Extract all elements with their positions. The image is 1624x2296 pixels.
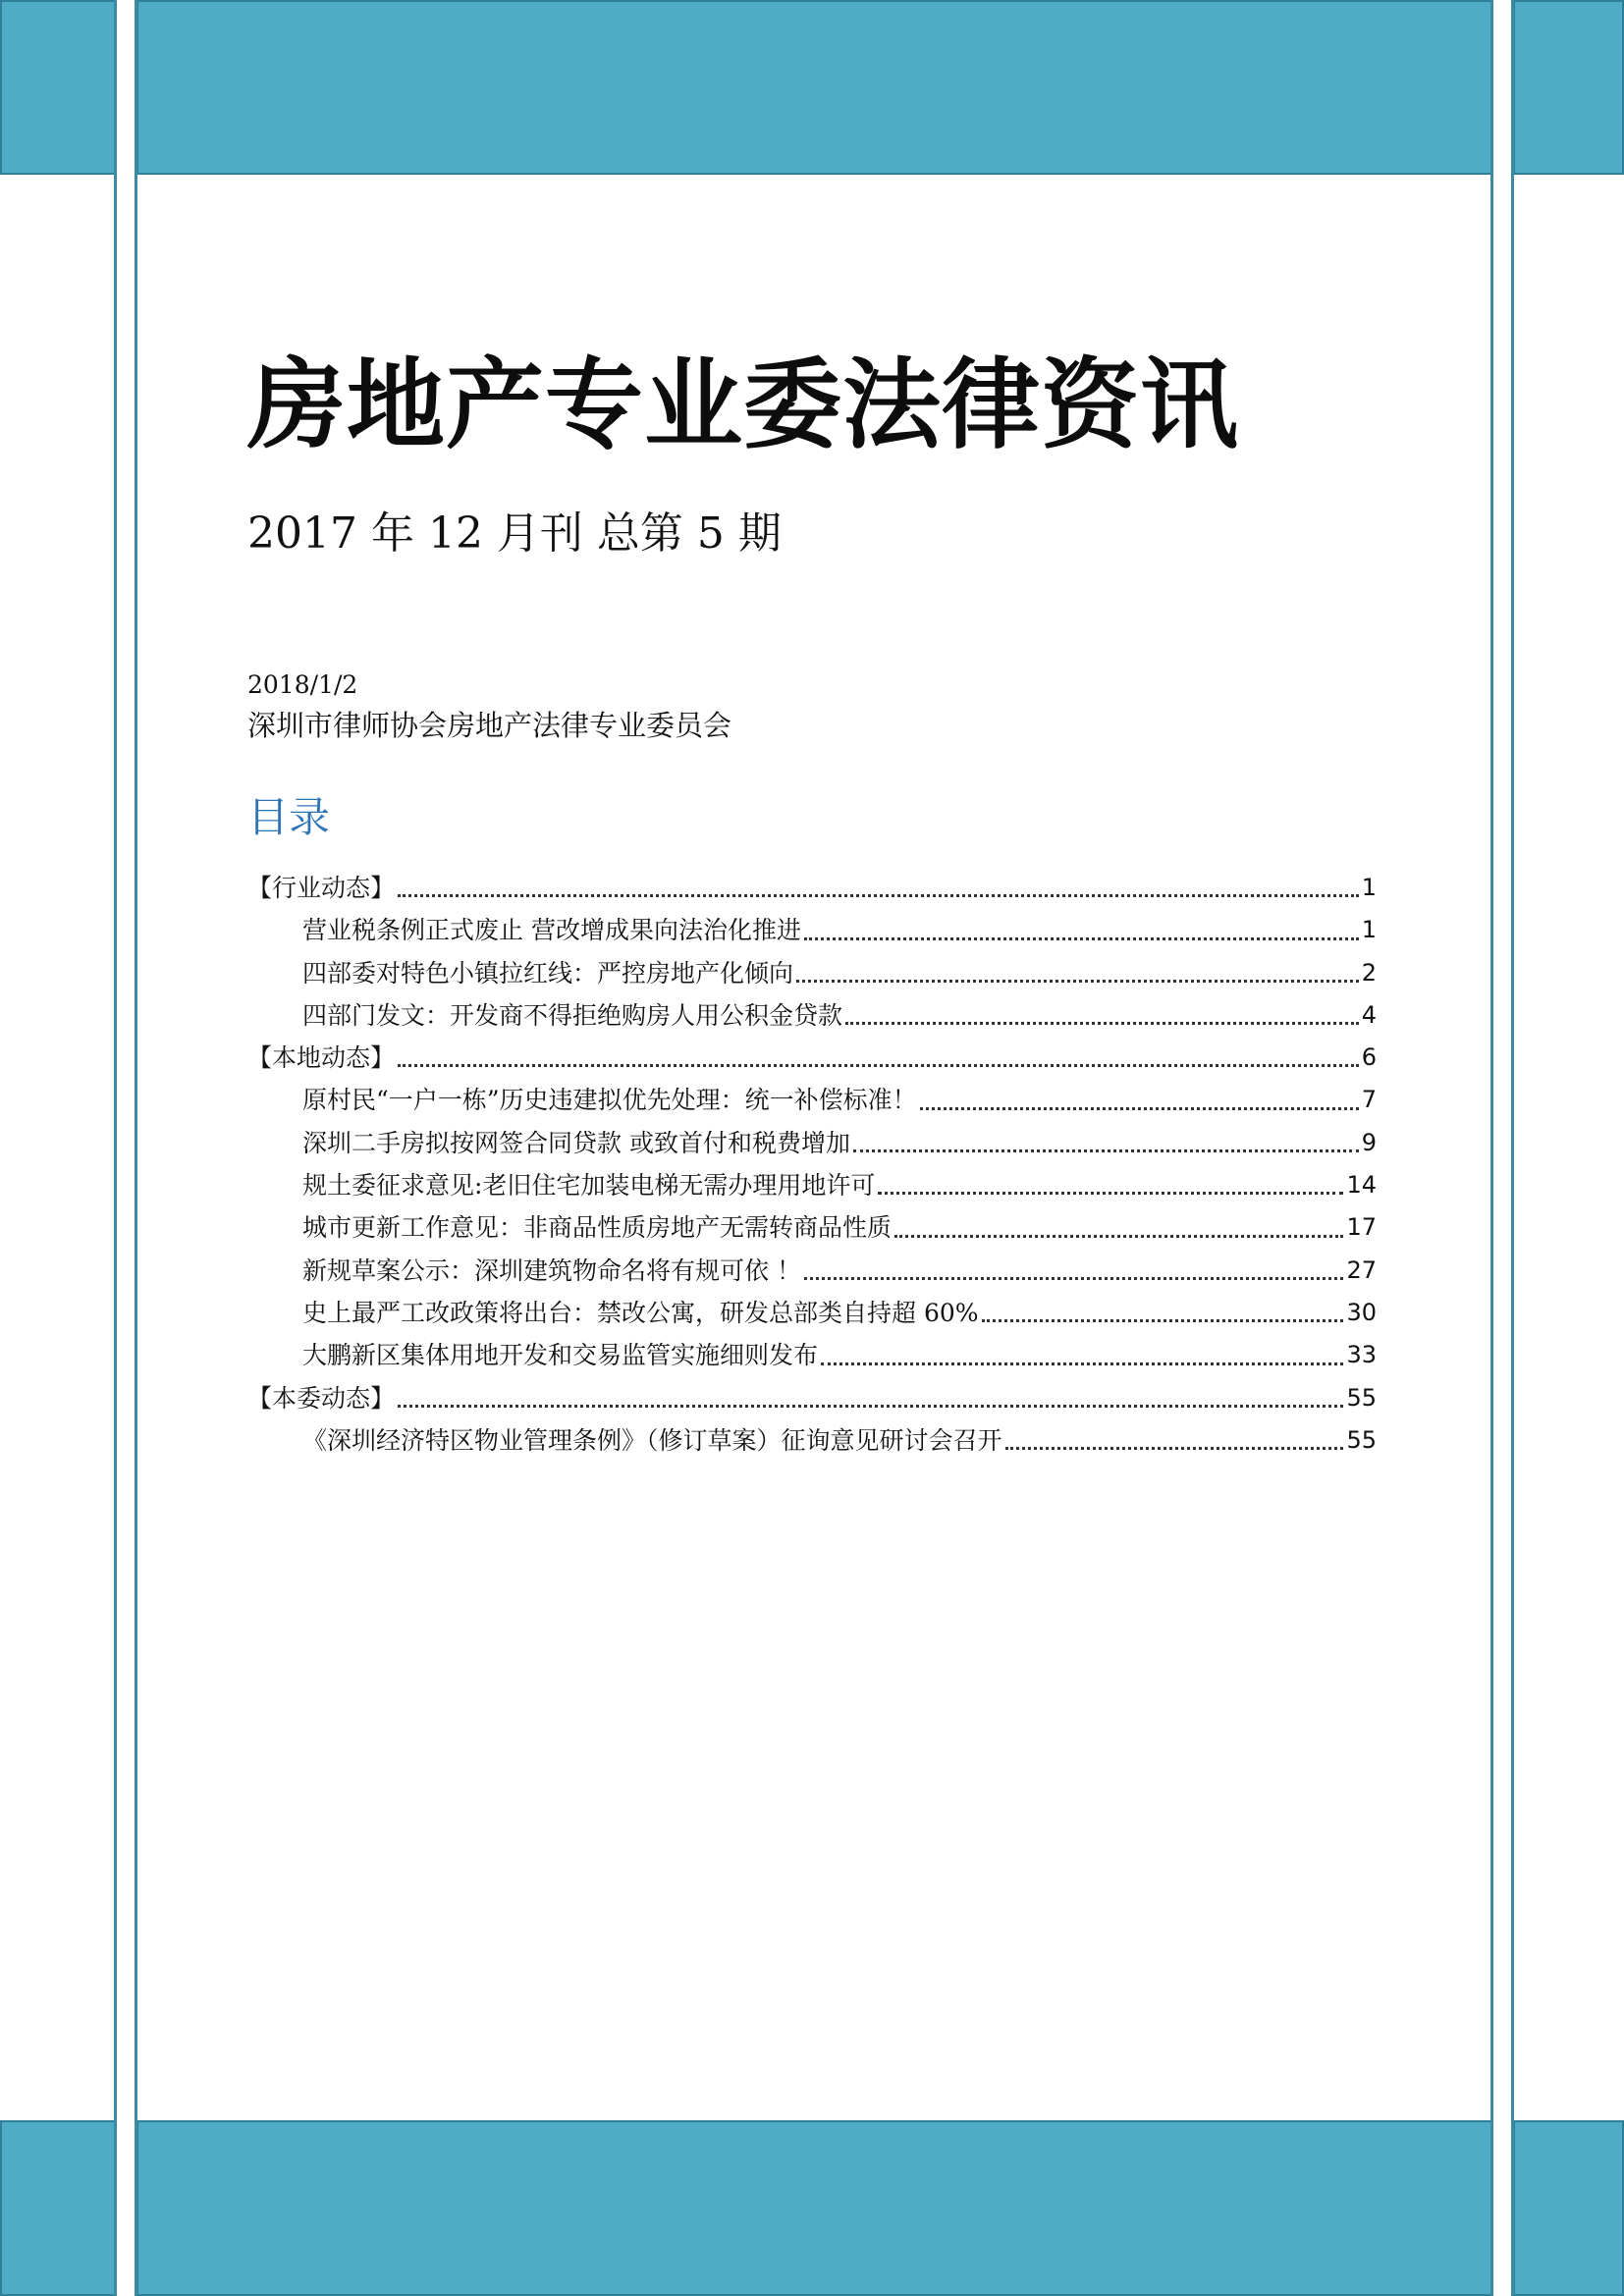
toc-entry-label: 四部门发文：开发商不得拒绝购房人用公积金贷款 bbox=[302, 1000, 843, 1030]
toc-entry[interactable] bbox=[247, 994, 1377, 1037]
toc-entry-label: 深圳二手房拟按网签合同贷款 或致首付和税费增加 bbox=[302, 1128, 850, 1157]
toc-entry-label: 【行业动态】 bbox=[247, 874, 396, 902]
toc-entry-page: 55 bbox=[1346, 1383, 1377, 1412]
publish-date: 2018/1/2 bbox=[247, 670, 358, 699]
toc-entry-page: 17 bbox=[1346, 1213, 1377, 1242]
toc-leader-dots bbox=[920, 1107, 1359, 1110]
page-title: 房地产专业委法律资讯 bbox=[247, 347, 1239, 462]
toc-entry[interactable] bbox=[247, 1122, 1377, 1164]
toc-section[interactable] bbox=[247, 867, 1377, 909]
toc-entry[interactable] bbox=[247, 1419, 1377, 1462]
left-inner-rule bbox=[135, 0, 137, 2296]
toc-entry[interactable] bbox=[247, 1334, 1377, 1376]
toc-entry-label: 《深圳经济特区物业管理条例》（修订草案）征询意见研讨会召开 bbox=[302, 1425, 1002, 1455]
toc-entry-label: 大鹏新区集体用地开发和交易监管实施细则发布 bbox=[302, 1341, 819, 1370]
toc-entry-label: 【本委动态】 bbox=[247, 1383, 396, 1413]
toc-entry[interactable] bbox=[247, 1206, 1377, 1249]
toc-entry-page: 7 bbox=[1361, 1086, 1377, 1114]
toc-entry-page: 1 bbox=[1361, 916, 1377, 944]
toc-entry-label: 史上最严工改政策将出台：禁改公寓，研发总部类自持超 60% bbox=[302, 1298, 979, 1327]
toc-entry[interactable] bbox=[247, 1250, 1377, 1292]
toc-leader-dots bbox=[796, 980, 1359, 983]
left-outer-rule bbox=[114, 0, 117, 2296]
toc-entry[interactable] bbox=[247, 1164, 1377, 1206]
toc-leader-dots bbox=[982, 1319, 1344, 1322]
toc-entry-label: 规土委征求意见:老旧住宅加装电梯无需办理用地许可 bbox=[302, 1171, 876, 1201]
toc-entry-label: 新规草案公示：深圳建筑物命名将有规可依 ！ bbox=[302, 1255, 801, 1285]
toc-leader-dots bbox=[878, 1192, 1343, 1195]
bottom-right-band bbox=[1513, 2120, 1624, 2296]
toc-entry-page: 55 bbox=[1346, 1425, 1377, 1454]
top-left-band bbox=[0, 0, 116, 175]
toc-leader-dots bbox=[845, 1022, 1359, 1025]
table-of-contents bbox=[247, 867, 1377, 1462]
toc-leader-dots bbox=[804, 1277, 1344, 1280]
toc-entry[interactable] bbox=[247, 1079, 1377, 1121]
toc-leader-dots bbox=[1005, 1447, 1344, 1450]
toc-entry-label: 城市更新工作意见：非商品性质房地产无需转商品性质 bbox=[302, 1213, 893, 1243]
toc-entry-page: 27 bbox=[1346, 1255, 1377, 1284]
top-center-band bbox=[136, 0, 1492, 175]
bottom-center-band bbox=[136, 2120, 1492, 2296]
organization-name: 深圳市律师协会房地产法律专业委员会 bbox=[247, 709, 732, 742]
toc-section[interactable] bbox=[247, 1037, 1377, 1079]
toc-entry-page: 1 bbox=[1361, 874, 1377, 901]
toc-entry-page: 9 bbox=[1361, 1128, 1377, 1156]
top-right-band bbox=[1513, 0, 1624, 175]
toc-entry-page: 4 bbox=[1361, 1000, 1377, 1029]
toc-leader-dots bbox=[894, 1235, 1343, 1238]
toc-entry[interactable] bbox=[247, 909, 1377, 951]
bottom-left-band bbox=[0, 2120, 116, 2296]
toc-leader-dots bbox=[853, 1149, 1359, 1152]
toc-section[interactable] bbox=[247, 1377, 1377, 1419]
toc-leader-dots bbox=[398, 1064, 1359, 1067]
toc-entry-page: 14 bbox=[1346, 1171, 1377, 1200]
toc-leader-dots bbox=[398, 894, 1359, 897]
right-inner-rule bbox=[1490, 0, 1493, 2296]
issue-subtitle: 2017 年 12 月刊 总第 5 期 bbox=[247, 508, 782, 559]
toc-entry-page: 30 bbox=[1346, 1298, 1377, 1326]
toc-entry-label: 四部委对特色小镇拉红线：严控房地产化倾向 bbox=[302, 958, 794, 988]
toc-leader-dots bbox=[804, 937, 1359, 940]
toc-entry-label: 原村民“一户一栋”历史违建拟优先处理：统一补偿标准！ bbox=[302, 1086, 917, 1115]
toc-entry-label: 【本地动态】 bbox=[247, 1043, 396, 1073]
toc-leader-dots bbox=[398, 1405, 1343, 1408]
right-outer-rule bbox=[1511, 0, 1514, 2296]
toc-entry-label: 营业税条例正式废止 营改增成果向法治化推进 bbox=[302, 916, 801, 945]
toc-entry[interactable] bbox=[247, 952, 1377, 994]
toc-heading: 目录 bbox=[247, 793, 331, 841]
toc-entry-page: 2 bbox=[1361, 958, 1377, 987]
toc-leader-dots bbox=[821, 1362, 1343, 1365]
toc-entry[interactable] bbox=[247, 1292, 1377, 1334]
toc-entry-page: 33 bbox=[1346, 1341, 1377, 1369]
toc-entry-page: 6 bbox=[1361, 1043, 1377, 1072]
